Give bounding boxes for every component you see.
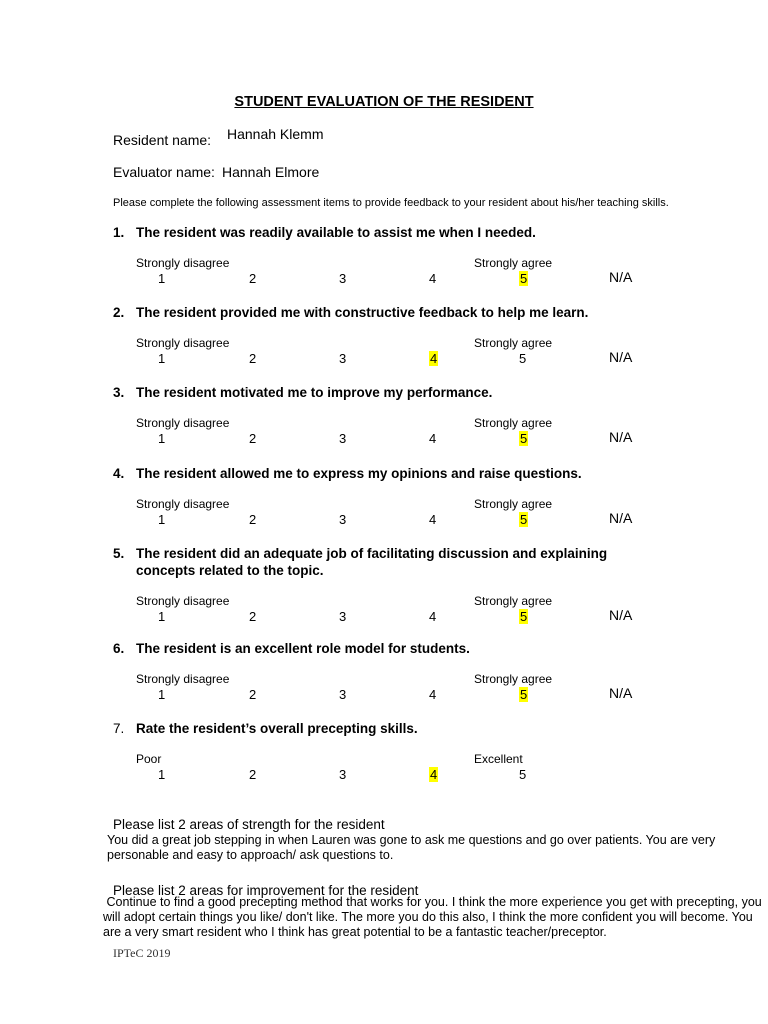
- rating-option-2[interactable]: 2: [249, 351, 257, 366]
- question-text: Rate the resident’s overall precepting skills.: [136, 721, 418, 736]
- rating-option-1[interactable]: 1: [158, 767, 166, 782]
- scale-low-label: Poor: [136, 752, 162, 766]
- resident-name-label: Resident name:: [113, 132, 212, 148]
- rating-option-3[interactable]: 3: [339, 351, 347, 366]
- rating-option-4[interactable]: 4: [429, 512, 437, 527]
- scale-high-label: Strongly agree: [474, 672, 553, 686]
- improvement-label: Please list 2 areas for improvement for the resident: [113, 883, 419, 898]
- strengths-text: You did a great job stepping in when Lauren was gone to ask me questions and go over patients. You are very personable and easy to approach/ ask questions to.: [107, 833, 716, 862]
- footer-text: IPTeC 2019: [113, 946, 171, 960]
- rating-option-5[interactable]: 5: [519, 767, 527, 782]
- rating-option-5-selected[interactable]: 5: [520, 687, 528, 702]
- scale-high-label: Strongly agree: [474, 256, 553, 270]
- question-text: The resident was readily available to assist me when I needed.: [136, 225, 536, 240]
- scale-high-label: Strongly agree: [474, 336, 553, 350]
- scale-high-label: Strongly agree: [474, 497, 553, 511]
- scale-low-label: Strongly disagree: [136, 256, 230, 270]
- rating-option-3[interactable]: 3: [339, 767, 347, 782]
- rating-option-1[interactable]: 1: [158, 609, 166, 624]
- rating-option-2[interactable]: 2: [249, 512, 257, 527]
- question-number: 2.: [113, 305, 125, 320]
- page-title: STUDENT EVALUATION OF THE RESIDENT: [234, 94, 534, 110]
- improvement-text: Continue to find a good precepting method that works for you. I think the more experience you get with precepting, you will adopt certain things you like/ don't like. The more you do this also, I think the more confident you will become. You are a very smart resident who I think has great potential to be a fantastic teacher/preceptor.: [103, 895, 766, 939]
- evaluator-name-label: Evaluator name:: [113, 164, 215, 180]
- question-text: The resident is an excellent role model for students.: [136, 641, 470, 656]
- rating-option-2[interactable]: 2: [249, 431, 257, 446]
- rating-option-3[interactable]: 3: [339, 687, 347, 702]
- rating-option-1[interactable]: 1: [158, 431, 166, 446]
- rating-option-2[interactable]: 2: [249, 271, 257, 286]
- question-number: 6.: [113, 641, 125, 656]
- rating-option-na[interactable]: N/A: [609, 607, 633, 623]
- rating-option-5[interactable]: 5: [519, 351, 527, 366]
- rating-option-5-selected[interactable]: 5: [520, 431, 528, 446]
- question-number: 3.: [113, 385, 125, 400]
- rating-option-3[interactable]: 3: [339, 431, 347, 446]
- rating-option-2[interactable]: 2: [249, 609, 257, 624]
- rating-option-4[interactable]: 4: [429, 609, 437, 624]
- instructions: Please complete the following assessment items to provide feedback to your resident about his/her teaching skills.: [113, 197, 669, 209]
- rating-option-na[interactable]: N/A: [609, 429, 633, 445]
- rating-option-na[interactable]: N/A: [609, 349, 633, 365]
- rating-option-5-selected[interactable]: 5: [520, 271, 528, 286]
- rating-option-3[interactable]: 3: [339, 271, 347, 286]
- question-text: The resident provided me with constructive feedback to help me learn.: [136, 305, 589, 320]
- rating-option-na[interactable]: N/A: [609, 269, 633, 285]
- scale-low-label: Strongly disagree: [136, 497, 230, 511]
- rating-option-1[interactable]: 1: [158, 512, 166, 527]
- rating-option-4-selected[interactable]: 4: [430, 351, 438, 366]
- question-text: The resident motivated me to improve my performance.: [136, 385, 493, 400]
- question-text: The resident did an adequate job of facilitating discussion and explaining concepts related to the topic.: [136, 546, 608, 578]
- rating-option-na[interactable]: N/A: [609, 510, 633, 526]
- scale-low-label: Strongly disagree: [136, 672, 230, 686]
- rating-option-1[interactable]: 1: [158, 351, 166, 366]
- scale-high-label: Strongly agree: [474, 594, 553, 608]
- question-number: 5.: [113, 546, 125, 561]
- scale-low-label: Strongly disagree: [136, 416, 230, 430]
- rating-option-1[interactable]: 1: [158, 687, 166, 702]
- rating-option-3[interactable]: 3: [339, 609, 347, 624]
- rating-option-4[interactable]: 4: [429, 431, 437, 446]
- scale-low-label: Strongly disagree: [136, 594, 230, 608]
- evaluator-name-value: Hannah Elmore: [222, 164, 320, 180]
- rating-option-5-selected[interactable]: 5: [520, 609, 528, 624]
- resident-name-value: Hannah Klemm: [227, 126, 324, 142]
- rating-option-2[interactable]: 2: [249, 687, 257, 702]
- question-number: 4.: [113, 466, 125, 481]
- rating-option-na[interactable]: N/A: [609, 685, 633, 701]
- rating-option-3[interactable]: 3: [339, 512, 347, 527]
- rating-option-4[interactable]: 4: [429, 271, 437, 286]
- strengths-label: Please list 2 areas of strength for the resident: [113, 817, 385, 832]
- question-text: The resident allowed me to express my opinions and raise questions.: [136, 466, 582, 481]
- question-number: 7.: [113, 721, 125, 736]
- rating-option-1[interactable]: 1: [158, 271, 166, 286]
- scale-low-label: Strongly disagree: [136, 336, 230, 350]
- rating-option-4-selected[interactable]: 4: [430, 767, 438, 782]
- scale-high-label: Excellent: [474, 752, 523, 766]
- rating-option-2[interactable]: 2: [249, 767, 257, 782]
- scale-high-label: Strongly agree: [474, 416, 553, 430]
- question-number: 1.: [113, 225, 125, 240]
- rating-option-4[interactable]: 4: [429, 687, 437, 702]
- rating-option-5-selected[interactable]: 5: [520, 512, 528, 527]
